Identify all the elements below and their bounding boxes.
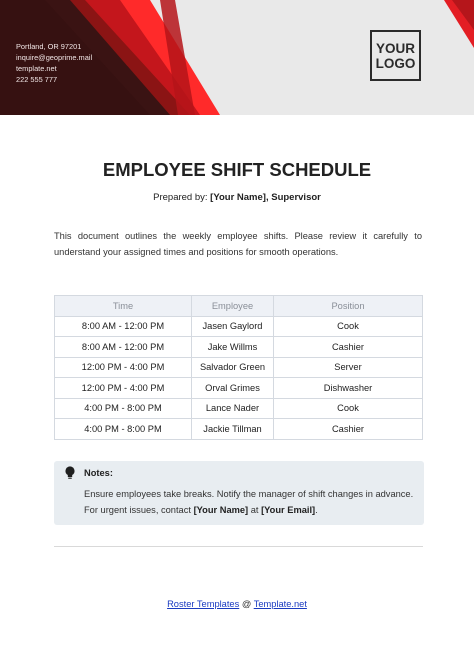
table-row — [55, 378, 423, 399]
shift-table — [54, 295, 423, 440]
cell-employee: Orval Grimes — [192, 378, 274, 399]
table-row — [55, 337, 423, 358]
header-time: Time — [55, 296, 192, 317]
contact-website: template.net — [16, 64, 57, 73]
contact-info — [16, 41, 92, 85]
company-logo — [370, 30, 421, 81]
footer — [0, 599, 474, 609]
template-net-link[interactable]: Template.net — [253, 599, 307, 609]
cell-time: 4:00 PM - 8:00 PM — [55, 398, 192, 419]
cell-employee: Jackie Tillman — [192, 419, 274, 440]
header-banner — [0, 0, 474, 115]
notes-name: [Your Name] — [193, 505, 249, 515]
cell-time: 12:00 PM - 4:00 PM — [55, 378, 192, 399]
cell-position: Dishwasher — [274, 378, 423, 399]
prepared-label: Prepared by: — [153, 192, 211, 203]
cell-time: 12:00 PM - 4:00 PM — [55, 357, 192, 378]
cell-position: Cook — [274, 398, 423, 419]
header-employee: Employee — [192, 296, 274, 317]
lightbulb-icon — [64, 465, 76, 486]
cell-employee: Jasen Gaylord — [192, 316, 274, 337]
cell-position: Server — [274, 357, 423, 378]
prepared-by — [0, 192, 474, 203]
footer-separator: @ — [239, 599, 254, 609]
table-row — [55, 398, 423, 419]
contact-phone: 222 555 777 — [16, 75, 58, 84]
cell-time: 8:00 AM - 12:00 PM — [55, 337, 192, 358]
cell-employee: Lance Nader — [192, 398, 274, 419]
table-row — [55, 419, 423, 440]
notes-email: [Your Email] — [261, 505, 316, 515]
cell-time: 8:00 AM - 12:00 PM — [55, 316, 192, 337]
notes-box — [54, 461, 424, 525]
cell-position: Cashier — [274, 337, 423, 358]
cell-position: Cashier — [274, 419, 423, 440]
logo-line-2: LOGO — [375, 55, 416, 71]
contact-email: inquire@geoprime.mail — [16, 53, 93, 62]
cell-employee: Salvador Green — [192, 357, 274, 378]
table-row — [55, 357, 423, 378]
cell-position: Cook — [274, 316, 423, 337]
cell-employee: Jake Willms — [192, 337, 274, 358]
table-header-row — [55, 296, 423, 317]
header-position: Position — [274, 296, 423, 317]
document-title: EMPLOYEE SHIFT SCHEDULE — [102, 159, 372, 180]
roster-templates-link[interactable]: Roster Templates — [167, 599, 240, 609]
logo-line-1: YOUR — [375, 40, 415, 56]
intro-paragraph: This document outlines the weekly employee shifts. Please review it carefully to understand your assigned times and positions for smooth operations. — [54, 231, 422, 257]
notes-text: Ensure employees take breaks. Notify the manager of shift changes in advance. For urgent issues, contact [Your Name] at [Your Email]. — [84, 489, 414, 515]
divider — [54, 546, 423, 547]
table-row — [55, 316, 423, 337]
cell-time: 4:00 PM - 8:00 PM — [55, 419, 192, 440]
notes-label: Notes: — [84, 468, 113, 478]
prepared-value: [Your Name], Supervisor — [210, 192, 321, 203]
contact-address: Portland, OR 97201 — [16, 42, 82, 51]
